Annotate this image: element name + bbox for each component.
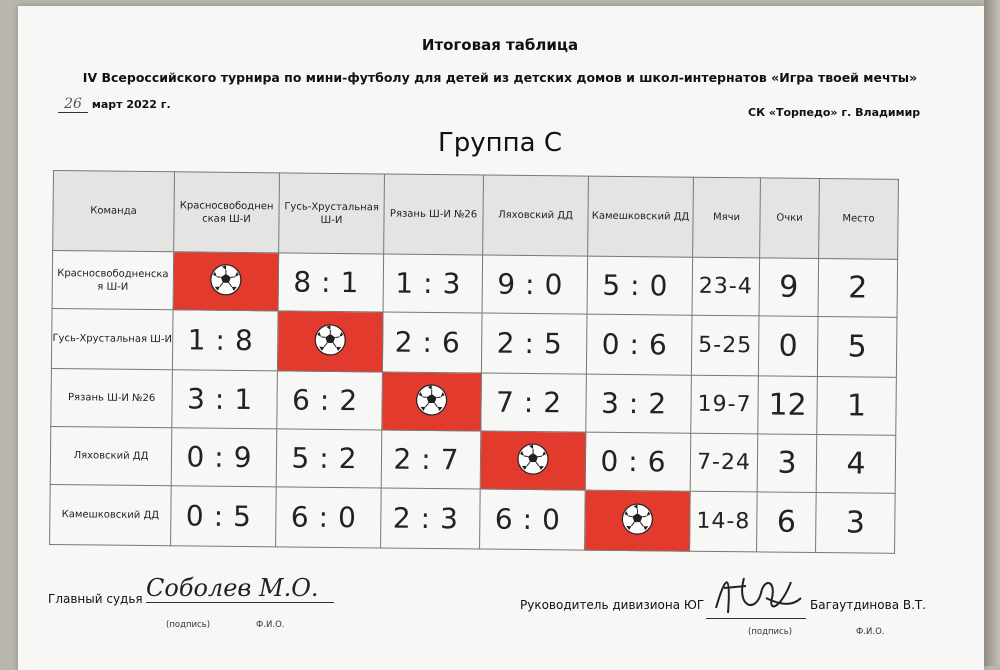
soccer-ball-icon: [210, 263, 242, 295]
score-cell: 2:7: [381, 430, 481, 489]
score-cell: 0:6: [585, 432, 691, 491]
diagonal-cell: [277, 311, 383, 372]
place-cell: 4: [816, 435, 896, 494]
judge-label: Главный судья: [48, 592, 143, 606]
points-cell: 9: [759, 258, 819, 317]
venue: СК «Торпедо» г. Владимир: [748, 106, 921, 119]
header-team: Команда: [53, 171, 175, 252]
table-row: [50, 426, 896, 493]
date-day: 26: [58, 96, 88, 113]
group-title: Группа С: [437, 128, 563, 158]
date-rest: март 2022 г.: [91, 98, 171, 111]
score-cell: 0:6: [586, 314, 692, 375]
division-name: Багаутдинова В.Т.: [810, 598, 927, 612]
score-cell: 2:5: [481, 313, 587, 374]
diagonal-cell: [480, 431, 586, 490]
header-place: Место: [819, 179, 899, 260]
score-cell: 1:3: [383, 254, 483, 313]
table-row: [51, 368, 897, 435]
score-cell: 2:6: [382, 312, 482, 373]
team-name-cell: Гусь-Хрустальная Ш-И: [51, 308, 173, 369]
header-opponent: Камешковский ДД: [588, 176, 694, 257]
table-row: [52, 251, 898, 318]
division-label: Руководитель дивизиона ЮГ: [520, 598, 705, 612]
judge-sign-caption: (подпись): [166, 620, 211, 630]
soccer-ball-icon: [621, 502, 653, 534]
tournament-subtitle: IV Всероссийского турнира по мини-футболу для детей из детских домов и школ-интернатов «Игра твоей мечты»: [82, 70, 918, 85]
division-signature: [706, 568, 806, 619]
score-cell: 3:1: [172, 370, 278, 429]
place-cell: 1: [817, 377, 897, 436]
score-cell: 0:5: [171, 486, 277, 547]
goals-cell: 23-4: [692, 257, 760, 316]
table-header-row: [53, 171, 899, 260]
header-points: Очки: [760, 178, 820, 259]
score-cell: 8:1: [278, 253, 384, 312]
score-cell: 7:2: [481, 373, 587, 432]
page-title: Итоговая таблица: [421, 36, 579, 54]
header-opponent: Рязань Ш-И №26: [384, 174, 484, 255]
points-cell: 6: [757, 492, 817, 553]
division-sign-caption: (подпись): [748, 627, 793, 637]
score-cell: 6:2: [277, 371, 383, 430]
goals-cell: 14-8: [690, 491, 758, 552]
score-cell: 3:2: [586, 374, 692, 433]
diagonal-cell: [173, 252, 279, 311]
results-table: [49, 170, 899, 554]
background-edge: [984, 0, 1000, 666]
team-name-cell: Рязань Ш-И №26: [51, 368, 173, 427]
score-cell: 1:8: [172, 310, 278, 371]
diagonal-cell: [382, 372, 482, 431]
diagonal-cell: [585, 490, 691, 551]
score-cell: 5:2: [276, 429, 382, 488]
judge-signature: Соболев М.О.: [146, 574, 334, 603]
score-cell: 6:0: [480, 489, 586, 550]
score-cell: 0:9: [171, 428, 277, 487]
soccer-ball-icon: [517, 442, 549, 474]
score-cell: 2:3: [381, 488, 481, 549]
goals-cell: 5-25: [691, 315, 759, 376]
place-cell: 3: [816, 493, 896, 554]
soccer-ball-icon: [415, 383, 447, 415]
score-cell: 9:0: [482, 255, 588, 314]
score-cell: 6:0: [276, 487, 382, 548]
team-name-cell: Камешковский ДД: [50, 484, 172, 545]
table-row: [50, 484, 896, 553]
soccer-ball-icon: [314, 323, 346, 355]
judge-name-caption: Ф.И.О.: [256, 620, 285, 630]
place-cell: 2: [818, 259, 898, 318]
handwritten-signature-icon: [706, 568, 806, 628]
goals-cell: 19-7: [691, 375, 759, 434]
header-goals: Мячи: [693, 177, 761, 258]
team-name-cell: Красносвободненска я Ш-И: [52, 251, 174, 310]
header-opponent: Ляховский ДД: [483, 175, 589, 256]
header-opponent: Гусь-Хрустальная Ш-И: [279, 173, 385, 254]
points-cell: 3: [757, 434, 817, 493]
goals-cell: 7-24: [690, 433, 758, 492]
points-cell: 0: [758, 316, 818, 377]
team-name-cell: Ляховский ДД: [50, 426, 172, 485]
division-name-caption: Ф.И.О.: [856, 627, 885, 637]
score-cell: 5:0: [587, 256, 693, 315]
date: [58, 96, 171, 113]
points-cell: 12: [758, 376, 818, 435]
table-row: [51, 308, 897, 377]
place-cell: 5: [817, 317, 897, 378]
header-opponent: Красносвободнен ская Ш-И: [174, 172, 280, 253]
